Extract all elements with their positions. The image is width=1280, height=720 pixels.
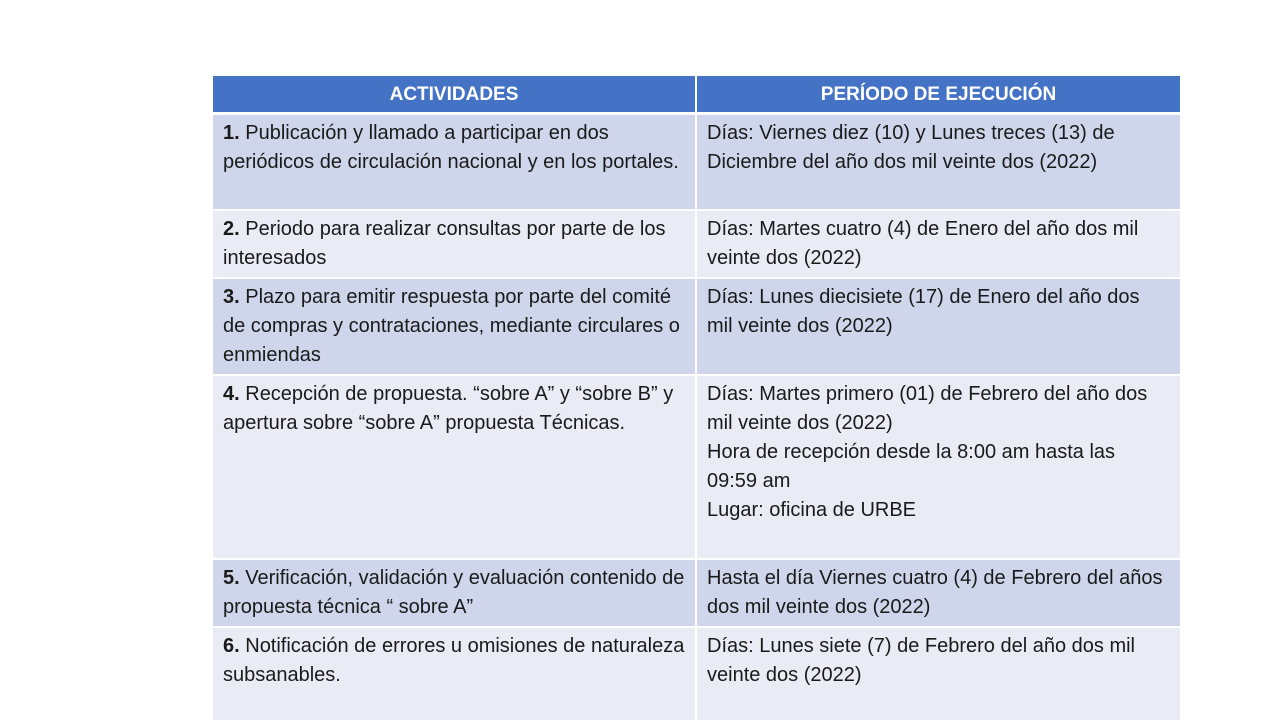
period-cell: Hasta el día Viernes cuatro (4) de Febrero del años dos mil veinte dos (2022) — [696, 559, 1180, 627]
period-cell: Días: Viernes diez (10) y Lunes treces (13) de Diciembre del año dos mil veinte dos (2022) — [696, 114, 1180, 211]
activity-text: Plazo para emitir respuesta por parte del comité de compras y contrataciones, mediante circulares o enmiendas — [223, 286, 680, 366]
activity-cell — [213, 114, 696, 211]
activity-text: Notificación de errores u omisiones de naturaleza subsanables. — [223, 635, 685, 686]
table-row — [213, 559, 1180, 627]
period-cell: Días: Martes cuatro (4) de Enero del año dos mil veinte dos (2022) — [696, 210, 1180, 278]
activity-number: 1. — [223, 122, 240, 144]
activity-number: 2. — [223, 218, 240, 240]
activity-text: Verificación, validación y evaluación contenido de propuesta técnica “ sobre A” — [223, 567, 685, 618]
schedule-table — [213, 76, 1180, 720]
activity-number: 3. — [223, 286, 240, 308]
activity-cell — [213, 210, 696, 278]
activities-header: ACTIVIDADES — [213, 76, 696, 114]
table-row — [213, 278, 1180, 375]
table-row — [213, 627, 1180, 720]
activity-cell — [213, 375, 696, 559]
header-row — [213, 76, 1180, 114]
table-row — [213, 114, 1180, 211]
period-header: PERÍODO DE EJECUCIÓN — [696, 76, 1180, 114]
period-cell: Días: Martes primero (01) de Febrero del año dos mil veinte dos (2022) Hora de recepción desde la 8:00 am hasta las 09:59 am Lugar: oficina de URBE — [696, 375, 1180, 559]
activity-number: 6. — [223, 635, 240, 657]
activity-number: 4. — [223, 383, 240, 405]
period-cell: Días: Lunes diecisiete (17) de Enero del año dos mil veinte dos (2022) — [696, 278, 1180, 375]
period-cell: Días: Lunes siete (7) de Febrero del año dos mil veinte dos (2022) — [696, 627, 1180, 720]
table-row — [213, 375, 1180, 559]
activity-text: Periodo para realizar consultas por parte de los interesados — [223, 218, 666, 269]
activity-cell — [213, 627, 696, 720]
activity-cell — [213, 559, 696, 627]
activity-text: Publicación y llamado a participar en dos periódicos de circulación nacional y en los portales. — [223, 122, 679, 173]
table-row — [213, 210, 1180, 278]
activity-number: 5. — [223, 567, 240, 589]
activity-text: Recepción de propuesta. “sobre A” y “sobre B” y apertura sobre “sobre A” propuesta Técnicas. — [223, 383, 674, 434]
activity-cell — [213, 278, 696, 375]
